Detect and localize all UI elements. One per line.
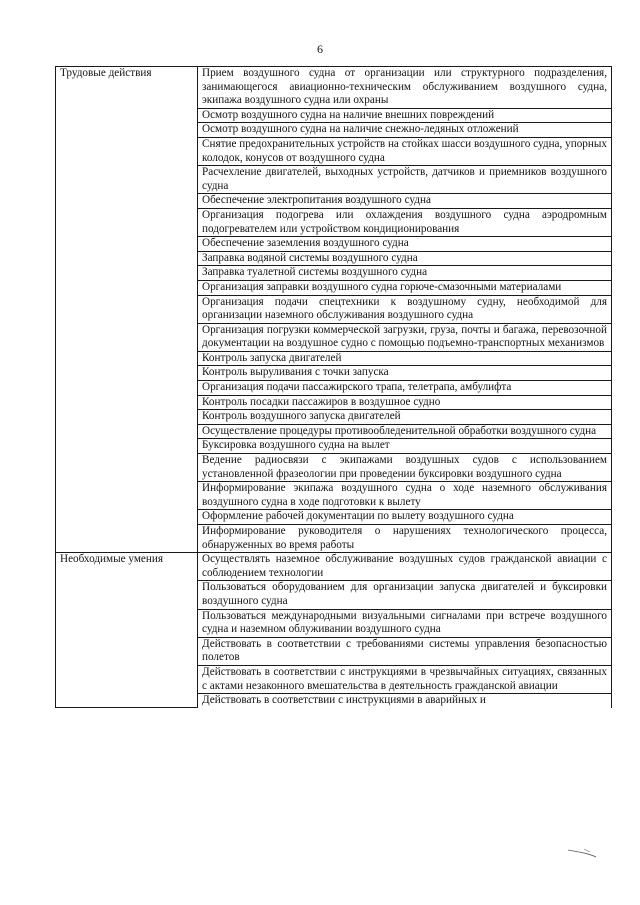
list-item: Действовать в соответствии с требованиями системы управления безопасностью полетов bbox=[198, 637, 612, 665]
section-label: Необходимые умения bbox=[56, 553, 198, 708]
list-item: Пользоваться международными визуальными сигналами при встрече воздушного судна и наземном облуживании воздушного судна bbox=[198, 609, 612, 637]
page-number: 6 bbox=[317, 42, 323, 56]
list-item: Буксировка воздушного судна на вылет bbox=[198, 439, 612, 454]
list-item: Обеспечение заземления воздушного судна bbox=[198, 237, 612, 252]
list-item: Действовать в соответствии с инструкциями в чрезвычайных ситуациях, связанных с актами незаконного вмешательства в деятельность гражданской авиации bbox=[198, 665, 612, 693]
job-requirements-table bbox=[55, 66, 612, 708]
list-item: Осмотр воздушного судна на наличие внешних повреждений bbox=[198, 108, 612, 123]
list-item: Осуществление процедуры противообледенительной обработки воздушного судна bbox=[198, 424, 612, 439]
list-item: Действовать в соответствии с инструкциями в аварийных и bbox=[198, 694, 612, 708]
list-item: Контроль выруливания с точки запуска bbox=[198, 366, 612, 381]
list-item: Организация подогрева или охлаждения воздушного судна аэродромным подогревателем или устройством кондиционирования bbox=[198, 208, 612, 236]
list-item: Организация подачи пассажирского трапа, телетрапа, амбулифта bbox=[198, 381, 612, 396]
list-item: Расчехление двигателей, выходных устройств, датчиков и приемников воздушного судна bbox=[198, 166, 612, 194]
table-row bbox=[56, 553, 612, 581]
list-item: Организация погрузки коммерческой загрузки, груза, почты и багажа, перевозочной документации на воздушное судно с помощью подъемно-транспортных механизмов bbox=[198, 323, 612, 351]
list-item: Информирование экипажа воздушного судна о ходе наземного обслуживания воздушного судна в ходе подготовки к вылету bbox=[198, 482, 612, 510]
list-item: Обеспечение электропитания воздушного судна bbox=[198, 194, 612, 209]
list-item: Ведение радиосвязи с экипажами воздушных судов с использованием установленной фразеологии при проведении буксировки воздушного судна bbox=[198, 454, 612, 482]
list-item: Снятие предохранительных устройств на стойках шасси воздушного судна, упорных колодок, конусов от воздушного судна bbox=[198, 137, 612, 165]
list-item: Контроль посадки пассажиров в воздушное судно bbox=[198, 395, 612, 410]
list-item: Информирование руководителя о нарушениях технологического процесса, обнаруженных во время работы bbox=[198, 525, 612, 553]
list-item: Контроль запуска двигателей bbox=[198, 351, 612, 366]
list-item: Пользоваться оборудованием для организации запуска двигателей и буксировки воздушного судна bbox=[198, 581, 612, 609]
list-item: Организация заправки воздушного судна горюче-смазочными материалами bbox=[198, 280, 612, 295]
list-item: Заправка туалетной системы воздушного судна bbox=[198, 266, 612, 281]
table-body bbox=[56, 67, 612, 708]
section-label: Трудовые действия bbox=[56, 67, 198, 553]
list-item: Осуществлять наземное обслуживание воздушных судов гражданской авиации с соблюдением технологии bbox=[198, 553, 612, 581]
pen-mark-icon bbox=[566, 848, 606, 862]
list-item: Оформление рабочей документации по вылету воздушного судна bbox=[198, 510, 612, 525]
list-item: Прием воздушного судна от организации или структурного подразделения, занимающегося авиационно-техническим обслуживанием воздушного судна, экипажа воздушного судна или охраны bbox=[198, 67, 612, 109]
list-item: Организация подачи спецтехники к воздушному судну, необходимой для организации наземного обслуживания воздушного судна bbox=[198, 295, 612, 323]
list-item: Контроль воздушного запуска двигателей bbox=[198, 410, 612, 425]
list-item: Осмотр воздушного судна на наличие снежно-ледяных отложений bbox=[198, 123, 612, 138]
list-item: Заправка водяной системы воздушного судна bbox=[198, 251, 612, 266]
table-row bbox=[56, 67, 612, 109]
